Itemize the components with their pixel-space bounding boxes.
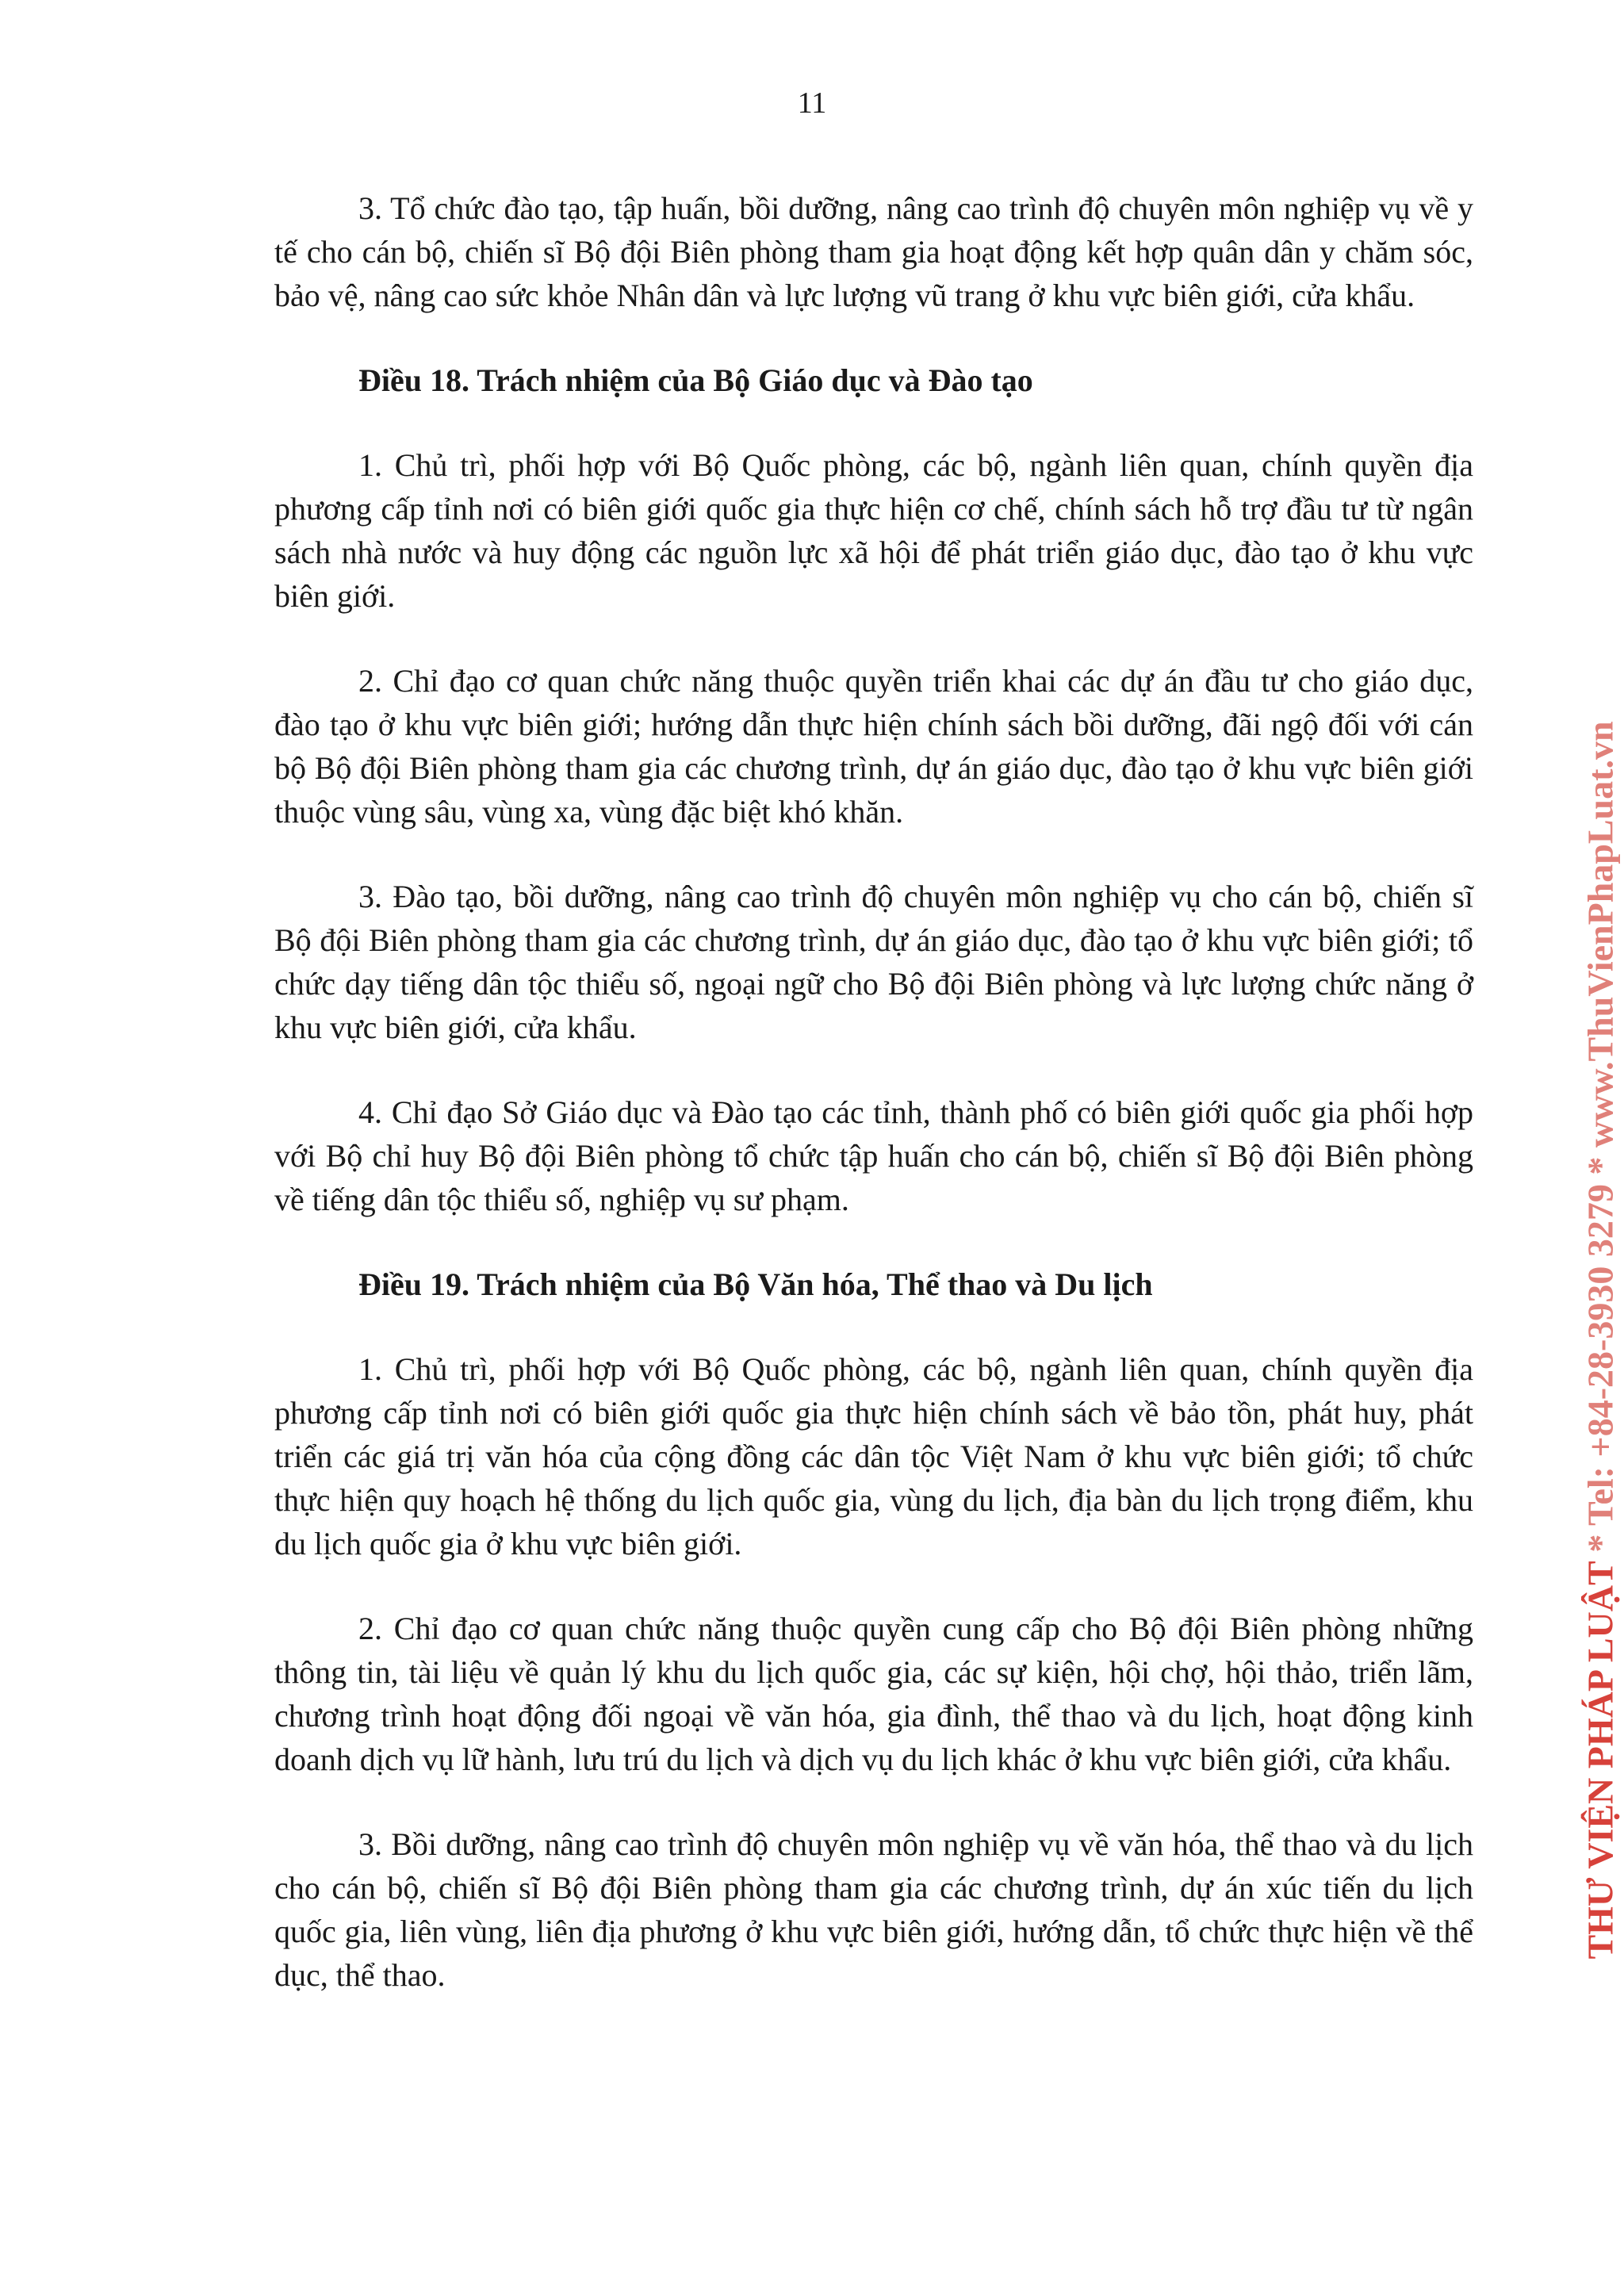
clause-18-4: 4. Chỉ đạo Sở Giáo dục và Đào tạo các tỉnh, thành phố có biên giới quốc gia phối hợp với Bộ chỉ huy Bộ đội Biên phòng tổ chức tập huấn cho cán bộ, chiến sĩ Bộ đội Biên phòng về tiếng dân tộc thiểu số, nghiệp vụ sư phạm. <box>274 1094 1473 1217</box>
clause-19-3: 3. Bồi dưỡng, nâng cao trình độ chuyên môn nghiệp vụ về văn hóa, thể thao và du lịch cho cán bộ, chiến sĩ Bộ đội Biên phòng tham gia các chương trình, dự án xúc tiến du lịch quốc gia, liên vùng, liên địa phương ở khu vực biên giới, hướng dẫn, tổ chức thực hiện về thể dục, thể thao. <box>274 1826 1473 1993</box>
article-19-heading: Điều 19. Trách nhiệm của Bộ Văn hóa, Thể thao và Du lịch <box>358 1266 1153 1302</box>
page-number: 11 <box>797 86 827 120</box>
clause-19-2: 2. Chỉ đạo cơ quan chức năng thuộc quyền cung cấp cho Bộ đội Biên phòng những thông tin, tài liệu về quản lý khu du lịch quốc gia, các sự kiện, hội chợ, hội thảo, triển lãm, chương trình hoạt động đối ngoại về văn hóa, gia đình, thể thao và du lịch, hoạt động kinh doanh dịch vụ lữ hành, lưu trú du lịch và dịch vụ du lịch khác ở khu vực biên giới, cửa khẩu. <box>274 1611 1473 1777</box>
clause-19-1: 1. Chủ trì, phối hợp với Bộ Quốc phòng, các bộ, ngành liên quan, chính quyền địa phương cấp tỉnh nơi có biên giới quốc gia thực hiện chính sách về bảo tồn, phát huy, phát triển các giá trị văn hóa của cộng đồng các dân tộc Việt Nam ở khu vực biên giới; tổ chức thực hiện quy hoạch hệ thống du lịch quốc gia, vùng du lịch, địa bàn du lịch trọng điểm, khu du lịch quốc gia ở khu vực biên giới. <box>274 1351 1473 1561</box>
article-18-heading: Điều 18. Trách nhiệm của Bộ Giáo dục và Đào tạo <box>358 362 1033 398</box>
clause-18-2: 2. Chỉ đạo cơ quan chức năng thuộc quyền triển khai các dự án đầu tư cho giáo dục, đào tạo ở khu vực biên giới; hướng dẫn thực hiện chính sách bồi dưỡng, đãi ngộ đối với cán bộ Bộ đội Biên phòng tham gia các chương trình, dự án giáo dục, đào tạo ở khu vực biên giới thuộc vùng sâu, vùng xa, vùng đặc biệt khó khăn. <box>274 663 1473 829</box>
watermark-contact: * Tel: +84-28-3930 3279 * www.ThuVienPhapLuat.vn <box>1580 721 1621 1553</box>
clause-18-3: 3. Đào tạo, bồi dưỡng, nâng cao trình độ chuyên môn nghiệp vụ cho cán bộ, chiến sĩ Bộ đội Biên phòng tham gia các chương trình, dự án giáo dục, đào tạo ở khu vực biên giới; tổ chức dạy tiếng dân tộc thiểu số, ngoại ngữ cho Bộ đội Biên phòng và lực lượng chức năng ở khu vực biên giới, cửa khẩu. <box>274 879 1473 1045</box>
document-body <box>274 186 1473 2038</box>
clause-18-1: 1. Chủ trì, phối hợp với Bộ Quốc phòng, các bộ, ngành liên quan, chính quyền địa phương cấp tỉnh nơi có biên giới quốc gia thực hiện cơ chế, chính sách hỗ trợ đầu tư từ ngân sách nhà nước và huy động các nguồn lực xã hội để phát triển giáo dục, đào tạo ở khu vực biên giới. <box>274 447 1473 614</box>
clause-17-3: 3. Tổ chức đào tạo, tập huấn, bồi dưỡng, nâng cao trình độ chuyên môn nghiệp vụ về y tế cho cán bộ, chiến sĩ Bộ đội Biên phòng tham gia hoạt động kết hợp quân dân y chăm sóc, bảo vệ, nâng cao sức khỏe Nhân dân và lực lượng vũ trang ở khu vực biên giới, cửa khẩu. <box>274 190 1473 313</box>
watermark-brand: THƯ VIỆN PHÁP LUẬT <box>1580 1561 1621 1960</box>
side-watermark <box>1580 721 1622 1959</box>
